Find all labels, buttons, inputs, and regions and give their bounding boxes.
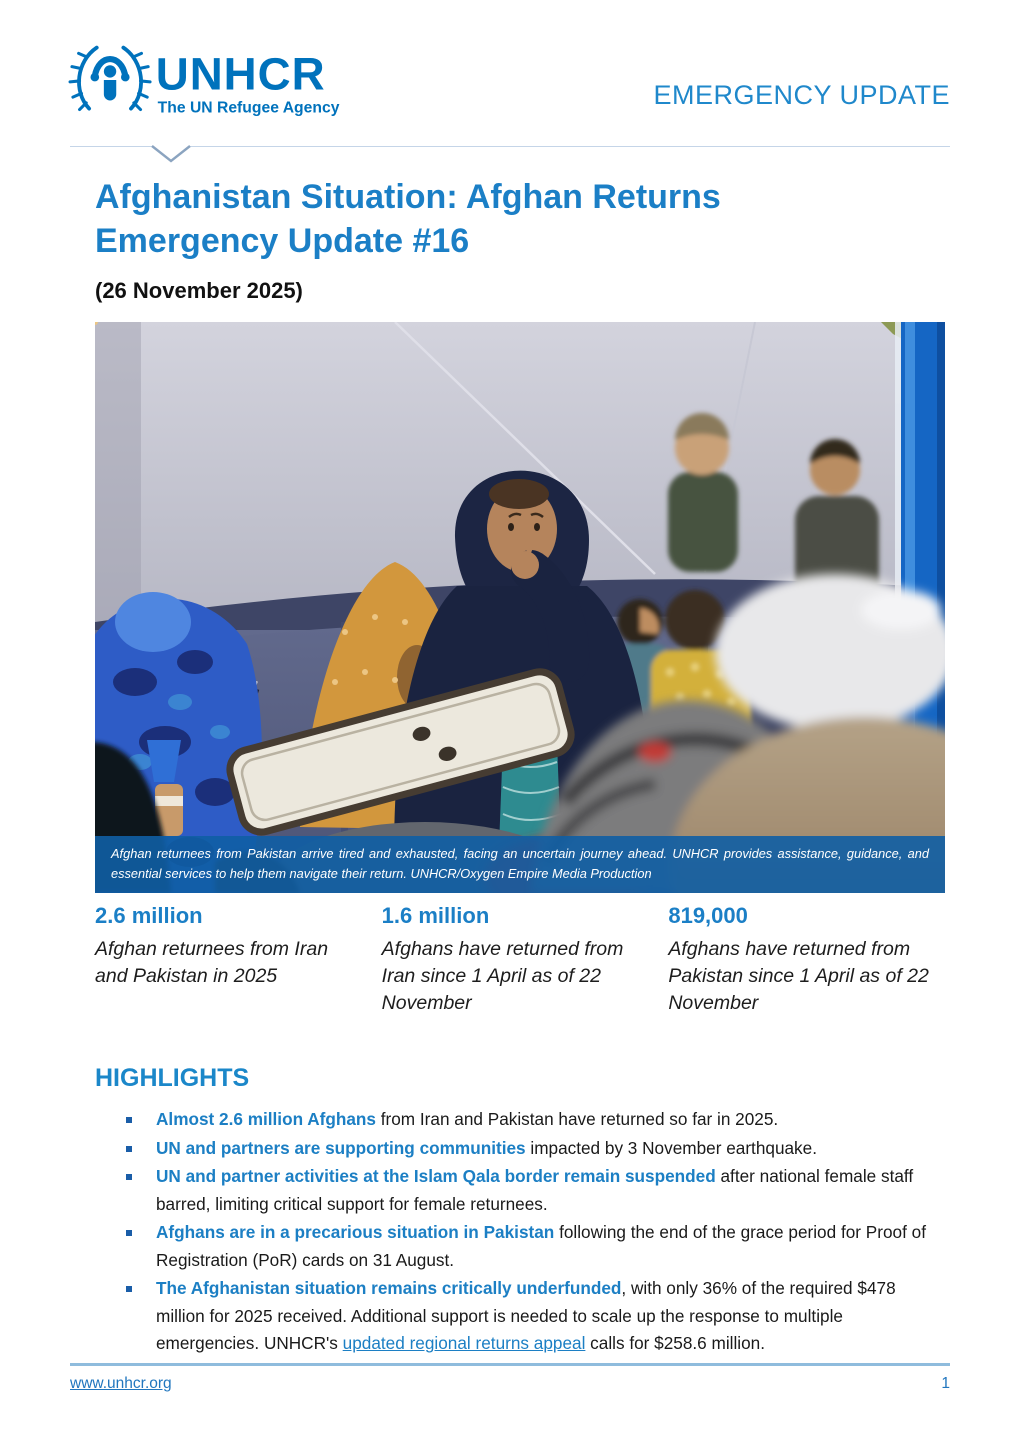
highlight-item-0 (120, 1106, 938, 1134)
unhcr-emblem-icon (68, 40, 354, 120)
stat-description: Afghans have returned from Iran since 1 April as of 22 November (381, 938, 624, 1014)
highlights-heading: HIGHLIGHTS (95, 1064, 250, 1092)
photo-caption: Afghan returnees from Pakistan arrive tired and exhausted, facing an uncertain journey ahead. UNHCR provides assistance, guidance, and essential services to help them navigate their return. UNHCR/Oxygen Empire Media Production (95, 836, 945, 893)
header-divider (70, 146, 950, 147)
hero-photo (95, 322, 945, 893)
stat-value: 819,000 (668, 903, 748, 928)
highlight-item-1 (120, 1135, 938, 1163)
unhcr-logo (68, 40, 354, 125)
highlight-emphasis: UN and partners are supporting communities (156, 1137, 526, 1158)
highlight-emphasis: Almost 2.6 million Afghans (156, 1109, 376, 1129)
stat-card-2 (668, 903, 930, 1017)
highlight-text: , with only 36% of the required $478 million for 2025 received. Additional support is needed to scale up the response to multiple emergencies. UNHCR's (156, 1278, 896, 1353)
page-title (95, 176, 955, 263)
footer-divider (70, 1363, 950, 1366)
highlight-text: following the end of the grace period for Proof of Registration (PoR) cards on 31 August. (156, 1222, 926, 1270)
stat-description: Afghans have returned from Pakistan since 1 April as of 22 November (668, 938, 929, 1014)
highlight-item-3 (120, 1219, 938, 1274)
highlights-list (120, 1106, 938, 1359)
logo-wordmark: UNHCR (155, 48, 326, 100)
page-title-line2: Emergency Update #16 (95, 221, 470, 260)
chevron-down-icon (150, 145, 192, 170)
logo-tagline: The UN Refugee Agency (157, 99, 340, 117)
stat-card-1 (382, 903, 644, 1017)
page-number: 1 (941, 1375, 950, 1392)
page-title-line1: Afghanistan Situation: Afghan Returns (95, 178, 721, 216)
highlight-text: calls for $258.6 million. (585, 1333, 765, 1353)
stats-row (95, 903, 955, 1017)
highlight-text: after national female staff barred, limiting critical support for female returnees. (156, 1166, 914, 1214)
stat-card-0 (95, 903, 357, 1017)
footer-website-link[interactable]: www.unhcr.org (70, 1375, 172, 1392)
document-type-label: EMERGENCY UPDATE (653, 80, 950, 110)
highlight-emphasis: The Afghanistan situation remains critically underfunded (156, 1278, 622, 1298)
stat-description: Afghan returnees from Iran and Pakistan in 2025 (95, 938, 329, 987)
highlight-link[interactable]: updated regional returns appeal (342, 1333, 586, 1353)
highlight-text: impacted by 3 November earthquake. (525, 1137, 817, 1158)
highlight-text: from Iran and Pakistan have returned so far in 2025. (375, 1109, 779, 1129)
stat-value: 2.6 million (95, 903, 203, 928)
highlight-emphasis: Afghans are in a precarious situation in Pakistan (156, 1222, 555, 1242)
highlight-emphasis: UN and partner activities at the Islam Qala border remain suspended (156, 1166, 716, 1186)
report-date: (26 November 2025) (95, 278, 303, 303)
stat-value: 1.6 million (381, 903, 490, 928)
hero-photo-illustration (95, 322, 945, 893)
highlight-item-4 (120, 1275, 938, 1358)
highlight-item-2 (120, 1163, 938, 1218)
